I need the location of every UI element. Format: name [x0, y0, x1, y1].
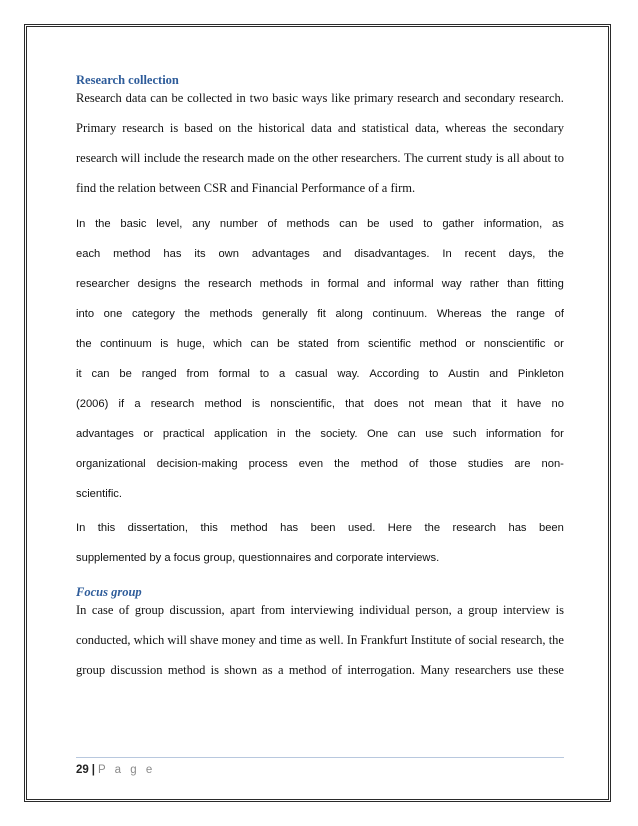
- word: well.: [318, 633, 344, 647]
- word: advantages: [76, 428, 134, 440]
- word: and: [366, 278, 386, 290]
- word: a: [278, 368, 286, 380]
- word: Research: [76, 91, 122, 105]
- word: on: [277, 151, 291, 165]
- word: made: [247, 151, 275, 165]
- word: research: [150, 398, 195, 410]
- word: research: [202, 151, 245, 165]
- word: method: [204, 398, 242, 410]
- word: practical: [162, 428, 205, 440]
- word: (2006): [76, 398, 109, 410]
- word: dissertation,: [127, 522, 188, 534]
- word: find the relation between CSR and Financial Performance of a firm.: [76, 181, 416, 195]
- paragraph-methods: [76, 214, 564, 514]
- word: research.: [519, 91, 564, 105]
- word: method: [167, 663, 206, 677]
- word: the: [492, 121, 508, 135]
- word: individual: [359, 603, 410, 617]
- word: can: [397, 428, 416, 440]
- word: statistical: [361, 121, 410, 135]
- word: the: [295, 428, 311, 440]
- word: money: [221, 633, 256, 647]
- word: interrogation.: [347, 663, 416, 677]
- word: apart: [230, 603, 256, 617]
- word: basic: [120, 218, 147, 230]
- word: be: [277, 338, 290, 350]
- word: in: [310, 278, 320, 290]
- word: recent: [464, 248, 496, 260]
- word: secondary: [464, 91, 516, 105]
- word: conducted,: [76, 633, 131, 647]
- word: or: [465, 338, 476, 350]
- text-line: [76, 244, 564, 274]
- text-line: [76, 630, 564, 660]
- word: can: [250, 338, 269, 350]
- word: into: [76, 308, 95, 320]
- word: According: [369, 368, 420, 380]
- word: use: [516, 663, 533, 677]
- word: range: [516, 308, 546, 320]
- word: used: [389, 218, 414, 230]
- word: the: [491, 308, 507, 320]
- word: interviewing: [290, 603, 354, 617]
- word: disadvantages.: [354, 248, 430, 260]
- word: ranged: [141, 368, 177, 380]
- word: the: [95, 218, 111, 230]
- word: person,: [415, 603, 452, 617]
- word: shave: [189, 633, 219, 647]
- paragraph-research-collection: [76, 88, 564, 208]
- word: like: [331, 91, 351, 105]
- word: method: [360, 458, 399, 470]
- word: to: [423, 218, 433, 230]
- word: method: [419, 338, 457, 350]
- word: current: [426, 151, 462, 165]
- word: gather: [442, 218, 475, 230]
- word: and: [489, 368, 508, 380]
- word: is: [251, 398, 261, 410]
- word: as: [551, 218, 564, 230]
- word: Whereas: [436, 308, 482, 320]
- word: own: [218, 248, 239, 260]
- text-line: [76, 118, 564, 148]
- word: a: [457, 603, 463, 617]
- page-number: 29: [76, 764, 89, 776]
- word: research: [122, 121, 164, 135]
- word: research: [76, 151, 118, 165]
- word: mean: [434, 398, 463, 410]
- word: any: [192, 218, 211, 230]
- word: In: [442, 248, 452, 260]
- word: be: [171, 91, 184, 105]
- word: methods: [209, 308, 253, 320]
- word: is: [169, 121, 179, 135]
- word: this: [97, 522, 116, 534]
- word: its: [194, 248, 206, 260]
- word: this: [200, 522, 218, 534]
- word: to: [554, 151, 564, 165]
- word: even: [298, 458, 324, 470]
- word: can: [339, 218, 358, 230]
- word: it: [76, 368, 82, 380]
- word: advantages: [251, 248, 310, 260]
- word: be: [367, 218, 380, 230]
- word: basic: [272, 91, 298, 105]
- word: generally: [262, 308, 308, 320]
- word: Frankfurt: [360, 633, 408, 647]
- word: which: [133, 633, 165, 647]
- text-line: [76, 424, 564, 454]
- word: has: [508, 522, 527, 534]
- word: group: [134, 603, 164, 617]
- text-line: [76, 304, 564, 334]
- word: nonscientific: [483, 338, 546, 350]
- word: of: [118, 603, 130, 617]
- word: researcher: [76, 278, 130, 290]
- word: secondary: [513, 121, 564, 135]
- word: for: [550, 428, 564, 440]
- word: been: [538, 522, 564, 534]
- word: Institute: [410, 633, 452, 647]
- word: scientific: [368, 338, 411, 350]
- word: of: [409, 458, 419, 470]
- word: Pinkleton: [517, 368, 564, 380]
- paragraph-dissertation: [76, 518, 564, 578]
- word: ways: [301, 91, 328, 105]
- word: formal: [218, 368, 250, 380]
- word: discussion: [110, 663, 163, 677]
- word: non-: [541, 458, 564, 470]
- word: casual: [295, 368, 328, 380]
- word: the: [548, 633, 564, 647]
- word: In: [76, 603, 87, 617]
- section-heading-research-collection: Research collection: [76, 73, 179, 87]
- paragraph-focus-group: [76, 600, 564, 690]
- word: study: [465, 151, 493, 165]
- word: and: [337, 121, 356, 135]
- word: if: [118, 398, 125, 410]
- word: all: [507, 151, 520, 165]
- word: fit: [317, 308, 326, 320]
- word: of: [454, 633, 466, 647]
- word: method: [230, 522, 268, 534]
- word: organizational: [76, 458, 146, 470]
- word: will: [167, 633, 187, 647]
- word: research: [397, 91, 439, 105]
- word: include: [143, 151, 181, 165]
- word: researchers.: [341, 151, 401, 165]
- word: a: [277, 663, 284, 677]
- word: research: [208, 278, 252, 290]
- text-line: [76, 88, 564, 118]
- word: from: [260, 603, 285, 617]
- word: Many: [420, 663, 450, 677]
- word: information,: [483, 218, 543, 230]
- word: stated: [298, 338, 329, 350]
- word: which: [213, 338, 243, 350]
- word: is: [555, 603, 564, 617]
- text-line: [76, 364, 564, 394]
- word: that: [345, 398, 364, 410]
- word: data: [311, 121, 332, 135]
- word: the: [184, 308, 201, 320]
- word: huge,: [176, 338, 205, 350]
- word: interview: [502, 603, 551, 617]
- text-line: [76, 178, 564, 208]
- word: the: [548, 248, 564, 260]
- word: discussion,: [169, 603, 225, 617]
- word: informal: [393, 278, 434, 290]
- word: is: [495, 151, 505, 165]
- word: in: [277, 428, 286, 440]
- word: are: [514, 458, 531, 470]
- word: will: [120, 151, 141, 165]
- word: no: [551, 398, 564, 410]
- word: time: [280, 633, 303, 647]
- word: each: [76, 248, 101, 260]
- word: to: [429, 368, 439, 380]
- section-heading-focus-group: Focus group: [76, 585, 142, 599]
- text-line: [76, 214, 564, 244]
- word: whereas: [445, 121, 487, 135]
- word: continuum: [100, 338, 152, 350]
- word: research,: [500, 633, 546, 647]
- word: use: [425, 428, 444, 440]
- word: the: [184, 278, 200, 290]
- word: is: [160, 338, 169, 350]
- word: data,: [415, 121, 440, 135]
- word: research: [452, 522, 497, 534]
- word: rather: [469, 278, 500, 290]
- word: as: [262, 663, 273, 677]
- word: is: [210, 663, 219, 677]
- word: the: [237, 121, 253, 135]
- word: In: [76, 522, 86, 534]
- word: social: [468, 633, 498, 647]
- word: methods: [259, 278, 303, 290]
- word: and: [442, 91, 461, 105]
- word: way: [441, 278, 462, 290]
- word: been: [310, 522, 336, 534]
- word: of: [554, 308, 564, 320]
- page-footer: [76, 764, 155, 776]
- word: number: [219, 218, 258, 230]
- word: and: [322, 248, 342, 260]
- word: be: [119, 368, 132, 380]
- word: data: [125, 91, 147, 105]
- word: in: [236, 91, 246, 105]
- word: decision-making: [156, 458, 238, 470]
- word: can: [91, 368, 110, 380]
- word: to: [259, 368, 270, 380]
- footer-rule: [76, 757, 564, 758]
- word: or: [553, 338, 564, 350]
- word: those: [429, 458, 457, 470]
- word: application: [214, 428, 268, 440]
- word: One: [366, 428, 389, 440]
- word: of: [267, 218, 277, 230]
- word: process: [248, 458, 288, 470]
- word: method: [113, 248, 151, 260]
- word: studies: [467, 458, 504, 470]
- word: collected: [187, 91, 233, 105]
- text-line: [76, 274, 564, 304]
- word: from: [186, 368, 209, 380]
- word: historical: [258, 121, 306, 135]
- text-line: [76, 548, 564, 578]
- word: the: [183, 151, 200, 165]
- word: way.: [337, 368, 360, 380]
- text-line: [76, 484, 564, 514]
- word: Primary: [76, 121, 117, 135]
- word: based: [184, 121, 213, 135]
- word: primary: [353, 91, 394, 105]
- word: supplemented by a focus group, questionnaires and corporate interviews.: [76, 552, 440, 564]
- text-line: [76, 334, 564, 364]
- text-line: [76, 600, 564, 630]
- word: than: [507, 278, 529, 290]
- word: formal: [327, 278, 359, 290]
- word: method: [288, 663, 327, 677]
- word: and: [258, 633, 277, 647]
- word: Here: [387, 522, 413, 534]
- word: or: [143, 428, 154, 440]
- word: two: [249, 91, 269, 105]
- text-line: [76, 518, 564, 548]
- word: a: [134, 398, 141, 410]
- word: used.: [347, 522, 376, 534]
- word: one: [103, 308, 123, 320]
- word: Austin: [448, 368, 480, 380]
- word: on: [218, 121, 232, 135]
- word: category: [131, 308, 175, 320]
- word: continuum.: [372, 308, 428, 320]
- text-line: [76, 660, 564, 690]
- word: information: [485, 428, 542, 440]
- word: from: [337, 338, 360, 350]
- word: shown: [224, 663, 257, 677]
- text-line: [76, 148, 564, 178]
- word: it: [501, 398, 507, 410]
- word: fitting: [537, 278, 564, 290]
- word: the: [424, 522, 441, 534]
- word: that: [472, 398, 492, 410]
- word: about: [523, 151, 551, 165]
- text-line: [76, 454, 564, 484]
- word: of: [331, 663, 343, 677]
- word: these: [538, 663, 564, 677]
- word: has: [280, 522, 299, 534]
- word: such: [452, 428, 477, 440]
- word: In: [346, 633, 358, 647]
- word: group: [468, 603, 498, 617]
- word: researchers: [454, 663, 512, 677]
- word: not: [408, 398, 424, 410]
- word: can: [150, 91, 168, 105]
- word: have: [517, 398, 542, 410]
- word: scientific.: [76, 488, 123, 500]
- text-line: [76, 394, 564, 424]
- word: In: [76, 218, 86, 230]
- word: the: [76, 338, 92, 350]
- word: level,: [156, 218, 183, 230]
- word: group: [76, 663, 106, 677]
- word: designs: [137, 278, 177, 290]
- word: nonscientific,: [270, 398, 335, 410]
- word: the: [293, 151, 309, 165]
- word: methods: [286, 218, 330, 230]
- page-label: P a g e: [98, 764, 156, 776]
- word: other: [312, 151, 338, 165]
- footer-separator: |: [91, 764, 96, 776]
- word: The: [403, 151, 424, 165]
- word: society.: [320, 428, 358, 440]
- word: along: [335, 308, 363, 320]
- word: case: [91, 603, 114, 617]
- word: as: [305, 633, 316, 647]
- word: days,: [508, 248, 536, 260]
- word: has: [163, 248, 182, 260]
- word: the: [334, 458, 350, 470]
- word: does: [373, 398, 399, 410]
- document-body: [76, 72, 564, 690]
